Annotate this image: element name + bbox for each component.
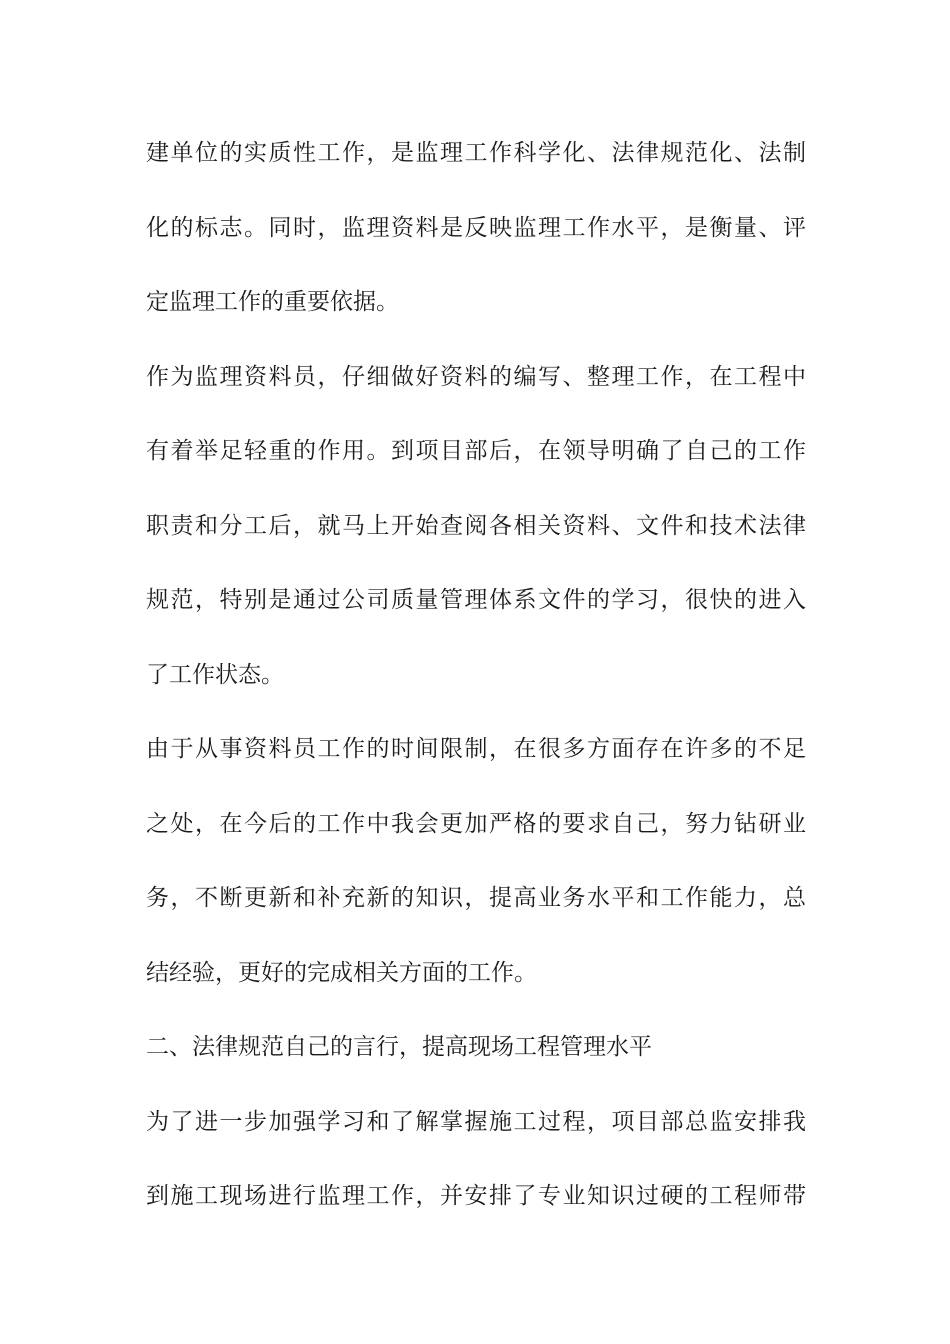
text-line: 由于从事资料员工作的时间限制，在很多方面存在许多的不足 xyxy=(146,736,806,762)
text-line: 建单位的实质性工作，是监理工作科学化、法律规范化、法制 xyxy=(146,140,806,166)
text-line: 规范，特别是通过公司质量管理体系文件的学习，很快的进入 xyxy=(146,587,806,613)
text-line: 结经验，更好的完成相关方面的工作。 xyxy=(146,959,537,986)
text-line: 到施工现场进行监理工作，并安排了专业知识过硬的工程师带 xyxy=(146,1183,806,1209)
text-line: 务，不断更新和补充新的知识，提高业务水平和工作能力，总 xyxy=(146,885,806,911)
text-line: 作为监理资料员，仔细做好资料的编写、整理工作，在工程中 xyxy=(146,363,806,390)
text-line: 了工作状态。 xyxy=(146,661,284,688)
document-body xyxy=(146,132,806,1250)
text-line: 定监理工作的重要依据。 xyxy=(146,289,399,315)
text-line: 为了进一步加强学习和了解掌握施工过程，项目部总监安排我 xyxy=(146,1108,806,1135)
text-line: 化的标志。同时，监理资料是反映监理工作水平，是衡量、评 xyxy=(146,214,806,241)
text-line: 二、法律规范自己的言行，提高现场工程管理水平 xyxy=(146,1034,652,1060)
text-line: 之处，在今后的工作中我会更加严格的要求自己，努力钻研业 xyxy=(146,810,806,837)
text-line: 有着举足轻重的作用。到项目部后，在领导明确了自己的工作 xyxy=(146,438,806,464)
text-line: 职责和分工后，就马上开始查阅各相关资料、文件和技术法律 xyxy=(146,512,806,539)
